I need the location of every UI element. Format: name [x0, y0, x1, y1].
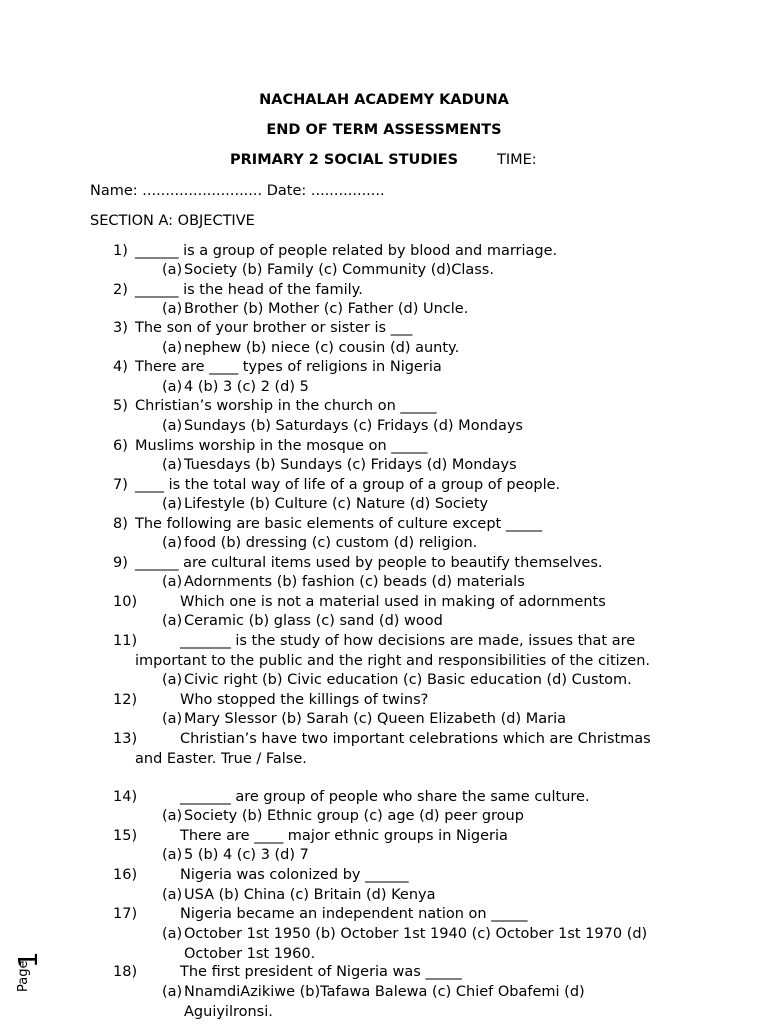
question-text: ____ is the total way of life of a group of a group of people.	[135, 477, 561, 493]
question-options: Society (b) Family (c) Community (d)Class.	[184, 262, 494, 278]
question-options: nephew (b) niece (c) cousin (d) aunty.	[184, 340, 460, 356]
option-label: (a)	[162, 496, 183, 512]
option-label: (a)	[162, 379, 183, 395]
option-label: (a)	[162, 418, 183, 434]
option-label: (a)	[162, 887, 183, 903]
question-text: There are ____ major ethnic groups in Nigeria	[180, 828, 508, 844]
question-options: Ceramic (b) glass (c) sand (d) wood	[184, 613, 443, 629]
question-options: October 1st 1960.	[184, 945, 316, 962]
question-text: Nigeria became an independent nation on _____	[180, 906, 528, 922]
question-text: _______ are group of people who share the same culture.	[180, 789, 590, 805]
question-text: Nigeria was colonized by ______	[180, 867, 409, 883]
question-options: Mary Slessor (b) Sarah (c) Queen Elizabeth (d) Maria	[184, 711, 566, 727]
question-options: Lifestyle (b) Culture (c) Nature (d) Society	[184, 496, 489, 512]
question-text: Which one is not a material used in making of adornments	[180, 594, 606, 610]
assessment-title: END OF TERM ASSESSMENTS	[266, 122, 502, 138]
question-number: 10)	[113, 594, 138, 610]
question-options: Aguiyilronsi.	[184, 1003, 273, 1020]
page-label: Page	[16, 960, 31, 992]
question-text: Christian’s worship in the church on _____	[135, 398, 437, 414]
question-text: There are ____ types of religions in Nigeria	[135, 359, 442, 375]
option-label: (a)	[162, 808, 183, 824]
question-options: October 1st 1950 (b) October 1st 1940 (c) October 1st 1970 (d)	[184, 926, 648, 942]
question-options: 5 (b) 4 (c) 3 (d) 7	[184, 847, 309, 863]
question-number: 4)	[113, 359, 128, 375]
option-label: (a)	[162, 613, 183, 629]
question-options: Tuesdays (b) Sundays (c) Fridays (d) Mondays	[184, 457, 517, 473]
option-label: (a)	[162, 340, 183, 356]
question-options: NnamdiAzikiwe (b)Tafawa Balewa (c) Chief Obafemi (d)	[184, 984, 585, 1000]
option-label: (a)	[162, 535, 183, 551]
question-number: 11)	[113, 633, 138, 649]
question-number: 17)	[113, 906, 138, 922]
question-text: ______ are cultural items used by people to beautify themselves.	[135, 555, 603, 571]
question-number: 9)	[113, 555, 128, 571]
question-number: 12)	[113, 692, 138, 708]
option-label: (a)	[162, 574, 183, 590]
question-text: ______ is a group of people related by blood and marriage.	[135, 243, 558, 259]
question-number: 3)	[113, 320, 128, 336]
option-label: (a)	[162, 457, 183, 473]
option-label: (a)	[162, 926, 183, 942]
question-options: Civic right (b) Civic education (c) Basic education (d) Custom.	[184, 672, 632, 688]
question-number: 7)	[113, 477, 128, 493]
question-options: USA (b) China (c) Britain (d) Kenya	[184, 887, 436, 903]
question-options: Brother (b) Mother (c) Father (d) Uncle.	[184, 301, 469, 317]
time-label: TIME:	[497, 152, 537, 168]
question-text: Who stopped the killings of twins?	[180, 692, 429, 708]
school-name: NACHALAH ACADEMY KADUNA	[259, 92, 509, 108]
question-number: 16)	[113, 867, 138, 883]
question-text: and Easter. True / False.	[135, 750, 307, 767]
question-number: 1)	[113, 243, 128, 259]
question-text: ______ is the head of the family.	[135, 282, 363, 298]
question-number: 8)	[113, 516, 128, 532]
subject-title: PRIMARY 2 SOCIAL STUDIES	[230, 152, 459, 168]
option-label: (a)	[162, 711, 183, 727]
question-options: Society (b) Ethnic group (c) age (d) peer group	[184, 808, 524, 824]
question-number: 2)	[113, 282, 128, 298]
question-text: Christian’s have two important celebrations which are Christmas	[180, 731, 651, 747]
question-number: 13)	[113, 731, 138, 747]
question-number: 6)	[113, 438, 128, 454]
question-text: _______ is the study of how decisions are made, issues that are	[180, 633, 636, 649]
question-text: important to the public and the right and responsibilities of the citizen.	[135, 652, 651, 669]
question-number: 15)	[113, 828, 138, 844]
question-number: 5)	[113, 398, 128, 414]
option-label: (a)	[162, 847, 183, 863]
option-label: (a)	[162, 301, 183, 317]
question-number: 14)	[113, 789, 138, 805]
option-label: (a)	[162, 984, 183, 1000]
question-number: 18)	[113, 964, 138, 980]
question-options: Sundays (b) Saturdays (c) Fridays (d) Mondays	[184, 418, 523, 434]
question-options: Adornments (b) fashion (c) beads (d) materials	[184, 574, 525, 590]
question-options: 4 (b) 3 (c) 2 (d) 5	[184, 379, 309, 395]
question-text: Muslims worship in the mosque on _____	[135, 438, 428, 454]
question-text: The first president of Nigeria was _____	[180, 964, 462, 980]
option-label: (a)	[162, 672, 183, 688]
name-date-line: Name: .......................... Date: ................	[90, 183, 385, 199]
question-options: food (b) dressing (c) custom (d) religion.	[184, 535, 478, 551]
option-label: (a)	[162, 262, 183, 278]
question-text: The following are basic elements of culture except _____	[135, 516, 543, 532]
page-number: 1	[14, 951, 44, 968]
question-text: The son of your brother or sister is ___	[135, 320, 413, 336]
section-heading: SECTION A: OBJECTIVE	[90, 213, 255, 229]
